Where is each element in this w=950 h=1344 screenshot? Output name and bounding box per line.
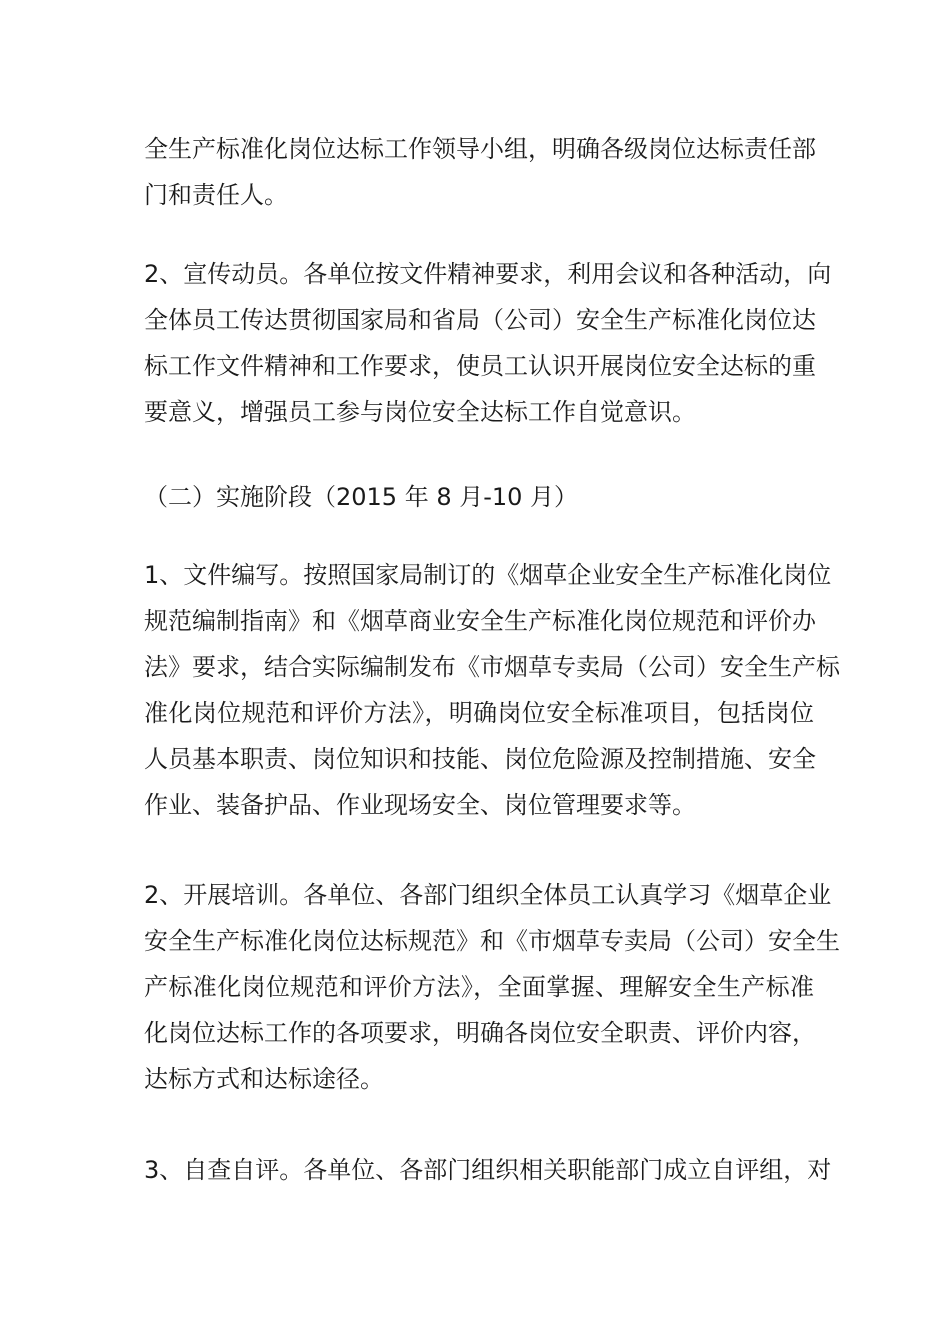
text-line: 法》要求，结合实际编制发布《市烟草专卖局（公司）安全生产标 xyxy=(144,653,840,681)
text-line: 安全生产标准化岗位达标规范》和《市烟草专卖局（公司）安全生 xyxy=(144,927,840,955)
text-line: 规范编制指南》和《烟草商业安全生产标准化岗位规范和评价办 xyxy=(144,607,816,635)
section-heading-implementation xyxy=(144,474,814,520)
text-line: 要意义，增强员工参与岗位安全达标工作自觉意识。 xyxy=(144,398,696,426)
text-line: 3、自查自评。各单位、各部门组织相关职能部门成立自评组，对 xyxy=(144,1156,832,1184)
text-line: 作业、装备护品、作业现场安全、岗位管理要求等。 xyxy=(144,791,696,819)
paragraph-training xyxy=(144,872,840,1102)
text-line: 标工作文件精神和工作要求，使员工认识开展岗位安全达标的重 xyxy=(144,352,816,380)
text-line: 全生产标准化岗位达标工作领导小组，明确各级岗位达标责任部 xyxy=(144,135,816,163)
text-line: 全体员工传达贯彻国家局和省局（公司）安全生产标准化岗位达 xyxy=(144,306,816,334)
text-line: 人员基本职责、岗位知识和技能、岗位危险源及控制措施、安全 xyxy=(144,745,816,773)
paragraph-document-writing xyxy=(144,552,840,828)
section-heading-text: （二）实施阶段（2015 年 8 月-10 月） xyxy=(144,483,579,511)
text-line: 门和责任人。 xyxy=(144,181,288,209)
paragraph-leadership-continued xyxy=(144,126,814,218)
text-line: 2、宣传动员。各单位按文件精神要求，利用会议和各种活动，向 xyxy=(144,260,832,288)
text-line: 产标准化岗位规范和评价方法》，全面掌握、理解安全生产标准 xyxy=(144,973,814,1001)
paragraph-publicity xyxy=(144,251,832,435)
text-line: 化岗位达标工作的各项要求，明确各岗位安全职责、评价内容， xyxy=(144,1019,816,1047)
text-line: 1、文件编写。按照国家局制订的《烟草企业安全生产标准化岗位 xyxy=(144,561,832,589)
text-line: 准化岗位规范和评价方法》，明确岗位安全标准项目，包括岗位 xyxy=(144,699,814,727)
text-line: 达标方式和达标途径。 xyxy=(144,1065,384,1093)
paragraph-self-evaluation xyxy=(144,1147,832,1193)
text-line: 2、开展培训。各单位、各部门组织全体员工认真学习《烟草企业 xyxy=(144,881,832,909)
